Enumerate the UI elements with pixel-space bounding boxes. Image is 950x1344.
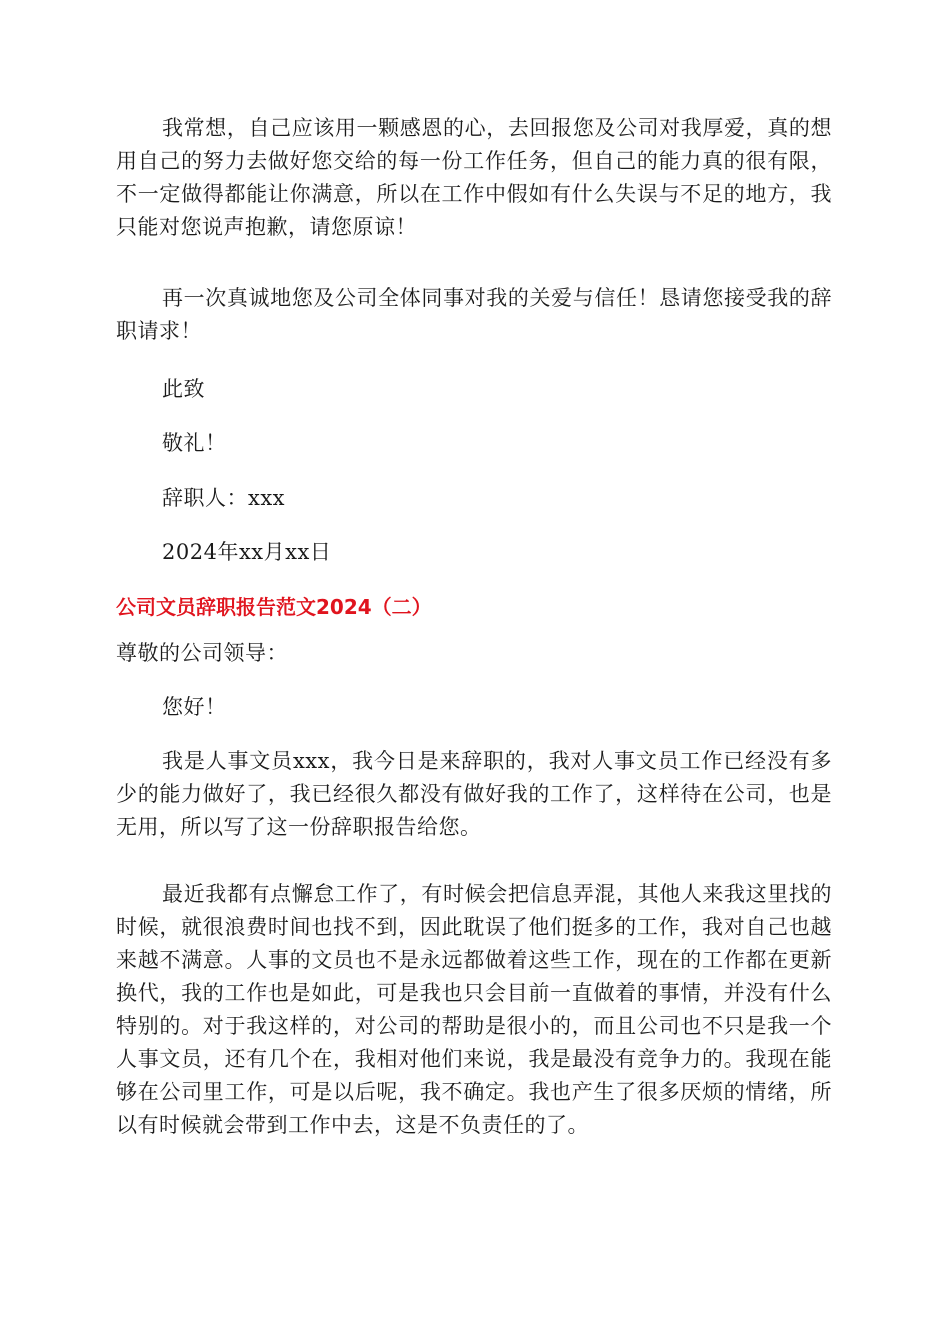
paragraph-resignation-reasons: 最近我都有点懈怠工作了，有时候会把信息弄混，其他人来我这里找的时候，就很浪费时间也找不到，因此耽误了他们挺多的工作，我对自己也越来越不满意。人事的文员也不是永远都做着这些工作，现在的工作都在更新换代，我的工作也是如此，可是我也只会目前一直做着的事情，并没有什么特别的。对于我这样的，对公司的帮助是很小的，而且公司也不只是我一个人事文员，还有几个在，我相对他们来说，我是最没有竞争力的。我现在能够在公司里工作，可是以后呢，我不确定。我也产生了很多厌烦的情绪，所以有时候就会带到工作中去，这是不负责任的了。 — [116, 882, 832, 1137]
paragraph-thanks-request: 再一次真诚地您及公司全体同事对我的关爱与信任！恳请您接受我的辞职请求！ — [116, 286, 832, 343]
paragraph-gratitude-apology: 我常想，自己应该用一颗感恩的心，去回报您及公司对我厚爱，真的想用自己的努力去做好您交给的每一份工作任务，但自己的能力真的很有限，不一定做得都能让你满意，所以在工作中假如有什么失误与不足的地方，我只能对您说声抱歉，请您原谅！ — [116, 116, 832, 239]
greeting: 您好！ — [162, 695, 227, 719]
closing-line-2: 敬礼！ — [162, 431, 227, 455]
signature-line: 辞职人：xxx — [162, 486, 286, 510]
section-heading: 公司文员辞职报告范文2024（二） — [116, 595, 432, 619]
paragraph-resignation-intro: 我是人事文员xxx，我今日是来辞职的，我对人事文员工作已经没有多少的能力做好了，我已经很久都没有做好我的工作了，这样待在公司，也是无用，所以写了这一份辞职报告给您。 — [116, 749, 832, 839]
date-line: 2024年xx月xx日 — [162, 540, 332, 564]
salutation: 尊敬的公司领导： — [116, 641, 288, 665]
closing-line-1: 此致 — [162, 377, 205, 401]
